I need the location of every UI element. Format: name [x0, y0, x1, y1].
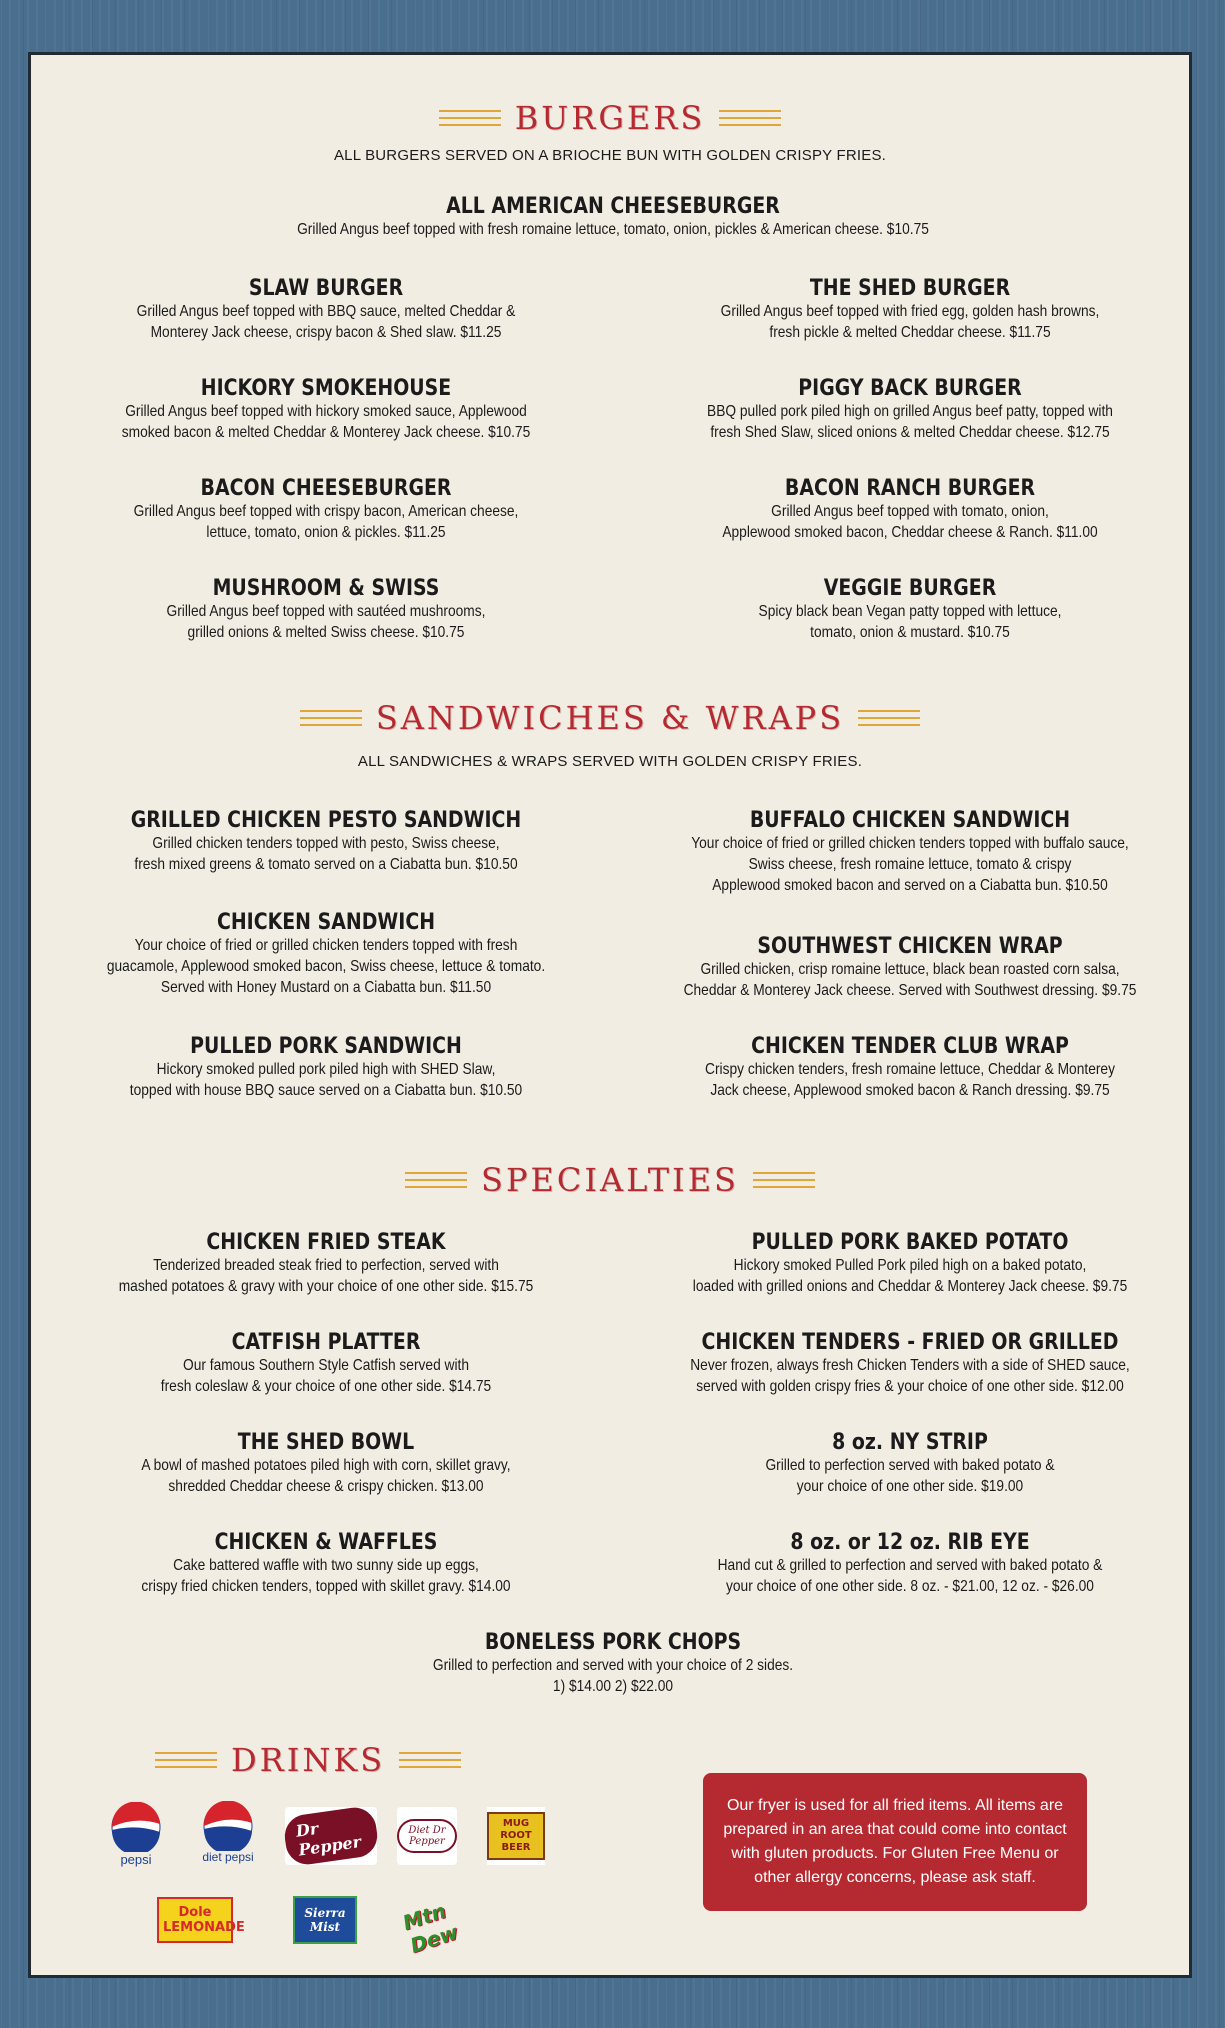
item-description: Grilled Angus beef topped with fried egg, golden hash browns,	[720, 303, 1100, 320]
item-description: Spicy black bean Vegan patty topped with lettuce,	[758, 603, 1062, 620]
heading-decoration	[858, 710, 920, 726]
item-description: lettuce, tomato, onion & pickles. $11.25	[206, 524, 446, 541]
item-description: Crispy chicken tenders, fresh romaine lettuce, Cheddar & Monterey	[705, 1061, 1115, 1078]
logo-text: MUG ROOT BEER	[487, 1812, 545, 1860]
item-description: Grilled Angus beef topped with fresh romaine lettuce, tomato, onion, pickles & American cheese. $10.75	[297, 221, 929, 238]
item-description: topped with house BBQ sauce served on a Ciabatta bun. $10.50	[129, 1082, 523, 1099]
item-description: your choice of one other side. $19.00	[796, 1478, 1024, 1495]
mug-root-beer-logo	[487, 1807, 545, 1865]
item-name: PULLED PORK BAKED POTATO	[751, 1230, 1069, 1255]
logo-text: diet pepsi	[202, 1849, 254, 1864]
menu-item	[621, 477, 1199, 543]
item-description: A bowl of mashed potatoes piled high with corn, skillet gravy,	[141, 1457, 511, 1474]
specialties-title: SPECIALTIES	[481, 1161, 739, 1199]
item-description: Grilled Angus beef topped with hickory smoked sauce, Applewood	[125, 403, 527, 420]
item-description: mashed potatoes & gravy with your choice of one other side. $15.75	[118, 1278, 534, 1295]
dole-lemonade-logo	[157, 1891, 245, 1949]
menu-item	[31, 1531, 621, 1597]
heading-decoration	[753, 1172, 815, 1188]
item-name: CHICKEN TENDER CLUB WRAP	[751, 1034, 1069, 1059]
item-description: Served with Honey Mustard on a Ciabatta bun. $11.50	[160, 979, 492, 996]
item-description: Hickory smoked Pulled Pork piled high on a baked potato,	[733, 1257, 1087, 1274]
menu-item	[31, 277, 621, 343]
item-name: BACON RANCH BURGER	[784, 476, 1036, 501]
item-name: CATFISH PLATTER	[231, 1330, 421, 1355]
item-description: shredded Cheddar cheese & crispy chicken. $13.00	[168, 1478, 484, 1495]
sandwiches-title: SANDWICHES & WRAPS	[375, 699, 845, 737]
item-name: 8 oz. NY STRIP	[832, 1430, 988, 1455]
menu-item	[621, 277, 1199, 343]
item-description: Never frozen, always fresh Chicken Tenders with a side of SHED sauce,	[690, 1357, 1130, 1374]
heading-decoration	[439, 110, 501, 126]
item-description: fresh pickle & melted Cheddar cheese. $11.75	[769, 324, 1051, 341]
sandwiches-heading	[31, 699, 1189, 737]
item-description: tomato, onion & mustard. $10.75	[810, 624, 1010, 641]
heading-decoration	[719, 110, 781, 126]
menu-item	[621, 1531, 1199, 1597]
specialties-heading	[31, 1161, 1189, 1199]
item-name: HICKORY SMOKEHOUSE	[200, 376, 452, 401]
item-description: Your choice of fried or grilled chicken tenders topped with buffalo sauce,	[691, 835, 1129, 852]
logo-text: Dole LEMONADE	[157, 1897, 233, 1943]
menu-panel	[28, 52, 1192, 1978]
burgers-subtitle: ALL BURGERS SERVED ON A BRIOCHE BUN WITH GOLDEN CRISPY FRIES.	[333, 147, 887, 164]
item-name: BUFFALO CHICKEN SANDWICH	[749, 808, 1071, 833]
burgers-title: BURGERS	[514, 99, 706, 137]
menu-item	[621, 1035, 1199, 1101]
menu-item	[621, 377, 1199, 443]
dr-pepper-logo	[285, 1807, 377, 1865]
menu-item	[621, 1231, 1199, 1297]
diet-pepsi-globe-icon	[203, 1801, 253, 1851]
item-name: GRILLED CHICKEN PESTO SANDWICH	[130, 808, 522, 833]
drinks-heading	[155, 1741, 461, 1779]
item-name: PULLED PORK SANDWICH	[190, 1034, 462, 1059]
item-description: fresh mixed greens & tomato served on a Ciabatta bun. $10.50	[134, 856, 518, 873]
allergy-notice-text: Our fryer is used for all fried items. All items are prepared in an area that could come into contact with gluten products. For Gluten Free Menu or other allergy concerns, please ask staff.	[723, 1797, 1067, 1886]
diet-pepsi-logo	[197, 1793, 259, 1871]
item-description: Cake battered waffle with two sunny side up eggs,	[173, 1557, 479, 1574]
item-name: VEGGIE BURGER	[823, 576, 997, 601]
item-description: loaded with grilled onions and Cheddar & Monterey Jack cheese. $9.75	[692, 1278, 1128, 1295]
item-description: smoked bacon & melted Cheddar & Monterey Jack cheese. $10.75	[121, 424, 531, 441]
menu-item	[31, 1331, 621, 1397]
item-description: fresh Shed Slaw, sliced onions & melted Cheddar cheese. $12.75	[710, 424, 1110, 441]
menu-item	[31, 577, 621, 643]
item-description: Swiss cheese, fresh romaine lettuce, tomato & crispy	[748, 856, 1072, 873]
item-description: 1) $14.00 2) $22.00	[552, 1678, 674, 1695]
pepsi-logo	[105, 1797, 167, 1871]
item-name: MUSHROOM & SWISS	[212, 576, 440, 601]
sandwiches-subtitle: ALL SANDWICHES & WRAPS SERVED WITH GOLDEN CRISPY FRIES.	[357, 753, 863, 770]
drinks-title: DRINKS	[231, 1741, 386, 1779]
item-name: THE SHED BOWL	[237, 1430, 415, 1455]
item-description: grilled onions & melted Swiss cheese. $10.75	[187, 624, 465, 641]
item-description: Jack cheese, Applewood smoked bacon & Ranch dressing. $9.75	[710, 1082, 1110, 1099]
menu-item	[31, 1431, 621, 1497]
item-name: SLAW BURGER	[248, 276, 404, 301]
heading-decoration	[300, 710, 362, 726]
logo-text: Mtn Dew	[399, 1898, 461, 1958]
menu-item	[621, 935, 1199, 1001]
item-description: Grilled chicken tenders topped with pesto, Swiss cheese,	[152, 835, 500, 852]
item-name: BACON CHEESEBURGER	[200, 476, 452, 501]
item-description: Grilled Angus beef topped with tomato, onion,	[771, 503, 1049, 520]
item-description: Grilled chicken, crisp romaine lettuce, black bean roasted corn salsa,	[700, 961, 1120, 978]
item-description: crispy fried chicken tenders, topped with skillet gravy. $14.00	[141, 1578, 511, 1595]
item-name: BONELESS PORK CHOPS	[484, 1630, 742, 1655]
logo-text: Sierra Mist	[293, 1896, 357, 1944]
item-description: Applewood smoked bacon and served on a Ciabatta bun. $10.50	[712, 877, 1108, 894]
item-name: CHICKEN TENDERS - FRIED OR GRILLED	[701, 1330, 1119, 1355]
menu-item	[621, 1431, 1199, 1497]
menu-item	[31, 911, 621, 998]
logo-text: Diet Dr Pepper	[397, 1819, 457, 1853]
item-name: ALL AMERICAN CHEESEBURGER	[446, 194, 780, 219]
item-description: Grilled Angus beef topped with sautéed mushrooms,	[166, 603, 486, 620]
menu-item	[31, 377, 621, 443]
menu-item	[31, 477, 621, 543]
item-description: Applewood smoked bacon, Cheddar cheese & Ranch. $11.00	[722, 524, 1098, 541]
mtn-dew-logo	[399, 1891, 495, 1958]
heading-decoration	[155, 1752, 217, 1768]
item-name: SOUTHWEST CHICKEN WRAP	[757, 934, 1063, 959]
item-description: Cheddar & Monterey Jack cheese. Served with Southwest dressing. $9.75	[683, 982, 1137, 999]
item-description: fresh coleslaw & your choice of one other side. $14.75	[160, 1378, 492, 1395]
sierra-mist-logo	[293, 1885, 357, 1955]
item-name: CHICKEN SANDWICH	[216, 910, 436, 935]
heading-decoration	[405, 1172, 467, 1188]
burgers-heading	[31, 99, 1189, 137]
allergy-notice	[703, 1773, 1087, 1911]
menu-item	[621, 809, 1199, 896]
logo-text: Dr Pepper	[282, 1805, 380, 1867]
heading-decoration	[399, 1752, 461, 1768]
item-description: guacamole, Applewood smoked bacon, Swiss cheese, lettuce & tomato.	[106, 958, 546, 975]
item-description: Grilled to perfection and served with your choice of 2 sides.	[432, 1657, 794, 1674]
item-name: CHICKEN & WAFFLES	[214, 1530, 438, 1555]
logo-text: pepsi	[120, 1851, 152, 1867]
item-description: Our famous Southern Style Catfish served with	[182, 1357, 470, 1374]
menu-item-featured	[31, 195, 1195, 240]
menu-item	[621, 577, 1199, 643]
item-description: Tenderized breaded steak fried to perfection, served with	[153, 1257, 499, 1274]
menu-item	[31, 809, 621, 875]
menu-item	[31, 1231, 621, 1297]
item-description: Grilled Angus beef topped with BBQ sauce, melted Cheddar &	[136, 303, 516, 320]
item-description: Hickory smoked pulled pork piled high with SHED Slaw,	[156, 1061, 496, 1078]
item-description: Your choice of fried or grilled chicken tenders topped with fresh	[134, 937, 518, 954]
item-name: THE SHED BURGER	[809, 276, 1011, 301]
item-name: PIGGY BACK BURGER	[798, 376, 1022, 401]
menu-item	[31, 1631, 1195, 1697]
item-name: CHICKEN FRIED STEAK	[206, 1230, 446, 1255]
menu-item	[31, 1035, 621, 1101]
item-description: Monterey Jack cheese, crispy bacon & Shed slaw. $11.25	[150, 324, 502, 341]
item-description: served with golden crispy fries & your choice of one other side. $12.00	[696, 1378, 1124, 1395]
diet-dr-pepper-logo	[397, 1807, 457, 1865]
item-description: your choice of one other side. 8 oz. - $21.00, 12 oz. - $26.00	[726, 1578, 1094, 1595]
item-name: 8 oz. or 12 oz. RIB EYE	[790, 1530, 1030, 1555]
item-description: BBQ pulled pork piled high on grilled Angus beef patty, topped with	[707, 403, 1113, 420]
pepsi-globe-icon	[111, 1802, 161, 1852]
item-description: Grilled Angus beef topped with crispy bacon, American cheese,	[133, 503, 519, 520]
menu-item	[621, 1331, 1199, 1397]
item-description: Grilled to perfection served with baked potato &	[765, 1457, 1055, 1474]
item-description: Hand cut & grilled to perfection and served with baked potato &	[717, 1557, 1103, 1574]
